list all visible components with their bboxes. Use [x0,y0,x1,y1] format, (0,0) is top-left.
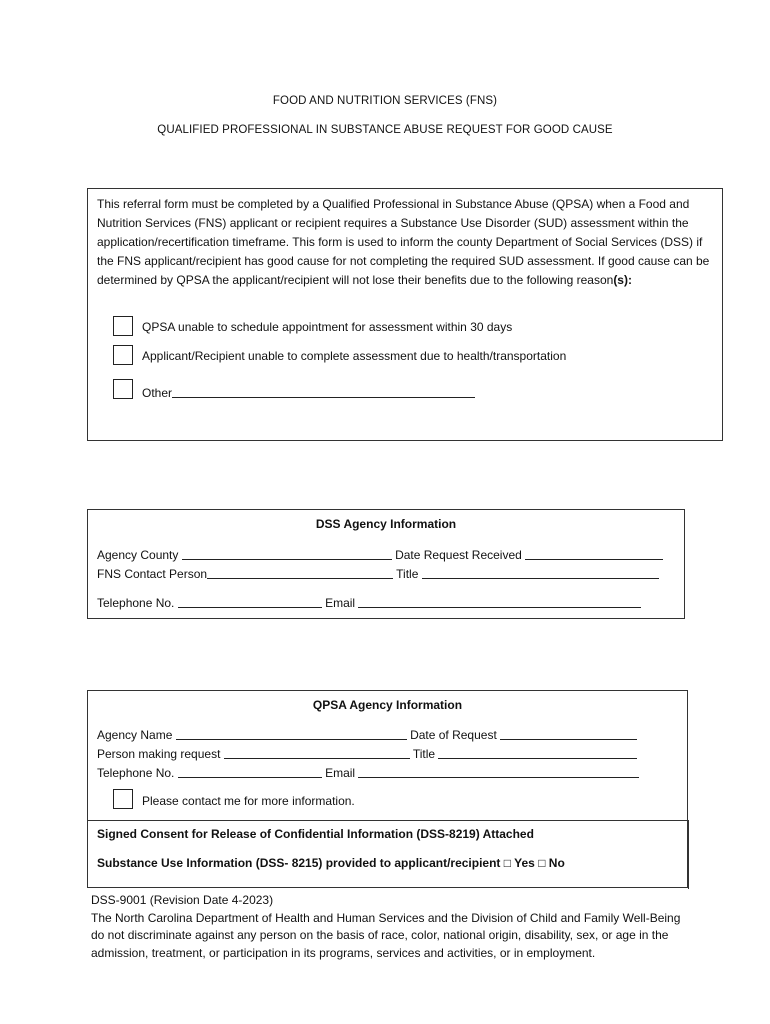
other-reason-input[interactable] [172,385,475,398]
person-making-request-input[interactable] [224,746,410,759]
qpsa-row-2 [97,746,637,761]
date-of-request-input[interactable] [500,727,637,740]
consent-divider-right [688,820,689,889]
dss-row-1 [97,547,663,562]
dss-section-title: DSS Agency Information [315,517,457,531]
dss-agency-section [87,509,685,619]
no-label: No [548,856,565,870]
form-id: DSS-9001 (Revision Date 4-2023) [91,893,274,907]
qpsa-title-label: Title [412,747,436,761]
dss-telephone-input[interactable] [178,595,322,608]
date-request-received-label: Date Request Received [395,548,522,562]
intro-text-suffix: (s): [613,273,632,287]
dss-row-2 [97,566,659,581]
qpsa-title-input[interactable] [438,746,637,759]
agency-county-label: Agency County [97,548,179,562]
footer [91,892,691,962]
no-checkbox[interactable]: □ [538,856,546,870]
form-title: QUALIFIED PROFESSIONAL IN SUBSTANCE ABUSE REQUEST FOR GOOD CAUSE [157,124,613,136]
qpsa-telephone-label: Telephone No. [97,766,175,780]
reason-checkbox-health[interactable] [113,345,133,365]
yes-checkbox[interactable]: □ [503,856,512,870]
agency-name-label: Agency Name [97,728,173,742]
dss-email-input[interactable] [358,595,641,608]
fns-contact-person-label: FNS Contact Person [97,567,208,581]
intro-text: This referral form must be completed by a Qualified Professional in Substance Abuse (QPSA) when a Food and Nutrition Services (FNS) applicant or recipient requires a Substance Use Disorder (SUD) assessment within the application/recertification timeframe. This form is used to inform the county Department of Social Services (DSS) if the FNS applicant/recipient has good cause for not completing the required SUD assessment. If good cause can be determined by QPSA the applicant/recipient will not lose their benefits due to the following reason [97,197,710,287]
yes-label: Yes [514,856,535,870]
dss-title-label: Title [396,567,419,581]
reason-checkbox-other[interactable] [113,379,133,399]
contact-me-label: Please contact me for more information. [142,794,355,808]
consent-attached-text: Signed Consent for Release of Confidential Information (DSS-8219) Attached [97,827,534,841]
qpsa-row-1 [97,727,637,742]
qpsa-telephone-input[interactable] [178,765,322,778]
qpsa-row-3 [97,765,639,780]
dss-email-label: Email [325,596,356,610]
good-cause-section [87,188,723,441]
form-program-title: FOOD AND NUTRITION SERVICES (FNS) [272,95,498,107]
fns-contact-person-input[interactable] [207,566,393,579]
qpsa-agency-section [87,690,688,888]
consent-divider [87,820,688,821]
contact-me-checkbox[interactable] [113,789,133,809]
reason-label-health: Applicant/Recipient unable to complete assessment due to health/transportation [142,349,567,363]
dss-telephone-label: Telephone No. [97,596,175,610]
qpsa-section-title: QPSA Agency Information [312,698,463,712]
substance-info-row [97,856,565,870]
date-request-received-input[interactable] [525,547,663,560]
nondiscrimination-statement: The North Carolina Department of Health and Human Services and the Division of Child and Family Well-Being do not discriminate against any person on the basis of race, color, national origin, disability, sex, or age in the admission, treatment, or participation in its programs, services and activities, or in employment. [91,910,681,960]
agency-county-input[interactable] [182,547,392,560]
substance-info-text: Substance Use Information (DSS- 8215) provided to applicant/recipient [97,856,501,870]
reason-label-scheduling: QPSA unable to schedule appointment for assessment within 30 days [142,320,513,334]
dss-title-input[interactable] [422,566,659,579]
agency-name-input[interactable] [176,727,407,740]
dss-row-3 [97,595,641,610]
reason-other-row [142,385,475,400]
qpsa-email-label: Email [325,766,356,780]
date-of-request-label: Date of Request [410,728,497,742]
reason-label-other: Other [142,386,173,400]
reason-checkbox-scheduling[interactable] [113,316,133,336]
qpsa-email-input[interactable] [358,765,639,778]
intro-paragraph [97,195,717,290]
person-making-request-label: Person making request [97,747,221,761]
